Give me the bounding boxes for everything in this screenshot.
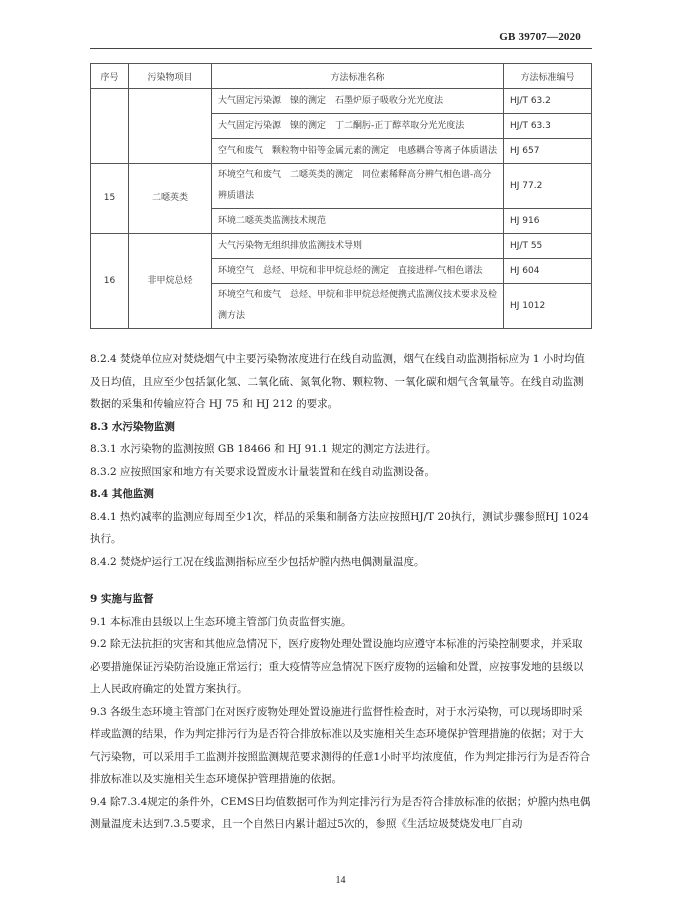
col-header-pollutant: 污染物项目 [129, 64, 212, 89]
page-number: 14 [335, 875, 346, 886]
cell-method-name: 环境空气和废气 二噁英类的测定 同位素稀释高分辨气相色谱-高分辨质谱法 [212, 164, 504, 209]
cell-method-name: 环境二噁英类监测技术规范 [212, 209, 504, 234]
method-standards-table [90, 63, 592, 329]
body-text [90, 348, 592, 836]
paragraph-8-4-2: 8.4.2 焚烧炉运行工况在线监测指标应至少包括炉膛内热电偶测量温度。 [90, 555, 425, 568]
paragraph-9-1: 9.1 本标准由县级以上生态环境主管部门负责监督实施。 [90, 615, 352, 628]
section-gap [90, 573, 592, 588]
section-heading-8-4: 8.4 其他监测 [90, 488, 154, 500]
cell-pollutant [129, 89, 212, 164]
cell-method-code: HJ/T 63.3 [504, 114, 592, 139]
paragraph-9-3: 9.3 各级生态环境主管部门在对医疗废物处理处置设施进行监督性检查时，对于水污染物，可以现场即时采样或监测的结果，作为判定排污行为是否符合排放标准以及实施相关生态环境保护管理措施的依据；对于大气污染物，可以采用手工监测并按照监测规范要求测得的任意1小时平均浓度值，作为判定排污行为是否符合排放标准以及实施相关生态环境保护管理措施的依据。 [90, 705, 591, 785]
col-header-method-code: 方法标准编号 [504, 64, 592, 89]
cell-no: 15 [91, 164, 129, 234]
cell-method-code: HJ 1012 [504, 284, 592, 329]
paragraph-9-2: 9.2 除无法抗拒的灾害和其他应急情况下，医疗废物处理处置设施均应遵守本标准的污染控制要求，并采取必要措施保证污染防治设施正常运行；重大疫情等应急情况下医疗废物的运输和处置，应按事发地的县级以上人民政府确定的处置方案执行。 [90, 638, 584, 695]
table-row [91, 89, 592, 114]
table-header-row [91, 64, 592, 89]
cell-method-code: HJ 77.2 [504, 164, 592, 209]
cell-method-code: HJ 657 [504, 139, 592, 164]
table-row [91, 234, 592, 259]
paragraph-8-2-4: 8.2.4 焚烧单位应对焚烧烟气中主要污染物浓度进行在线自动监测，烟气在线自动监测指标应为 1 小时均值及日均值，且应至少包括氯化氢、二氧化硫、氮氧化物、颗粒物、一氧化碳和烟气含氧量等。在线自动监测数据的采集和传输应符合 HJ 75 和 HJ 212 的要求。 [90, 353, 585, 410]
paragraph-8-4-1: 8.4.1 热灼减率的监测应每周至少1次，样品的采集和制备方法应按照HJ/T 20执行，测试步骤参照HJ 1024执行。 [90, 510, 589, 545]
paragraph-8-3-1: 8.3.1 水污染物的监测按照 GB 18466 和 HJ 91.1 规定的测定方法进行。 [90, 443, 437, 455]
section-heading-8-3: 8.3 水污染物监测 [90, 420, 175, 433]
cell-method-name: 大气污染物无组织排放监测技术导则 [212, 234, 504, 259]
chapter-heading-9: 9 实施与监督 [90, 593, 154, 605]
paragraph-9-4: 9.4 除7.3.4规定的条件外，CEMS日均值数据可作为判定排污行为是否符合排放标准的依据；炉膛内热电偶测量温度未达到7.3.5要求，且一个自然日内累计超过5次的，参照《生活垃圾焚烧发电厂自动 [90, 795, 591, 830]
cell-method-name: 环境空气 总烃、甲烷和非甲烷总烃的测定 直接进样-气相色谱法 [212, 259, 504, 284]
cell-method-code: HJ/T 63.2 [504, 89, 592, 114]
standard-code: GB 39707—2020 [499, 31, 581, 43]
cell-method-name: 空气和废气 颗粒物中铅等金属元素的测定 电感耦合等离子体质谱法 [212, 139, 504, 164]
table-row [91, 164, 592, 209]
col-header-method-name: 方法标准名称 [212, 64, 504, 89]
header-rule [90, 48, 592, 49]
cell-pollutant: 二噁英类 [129, 164, 212, 234]
cell-method-name: 环境空气和废气 总烃、甲烷和非甲烷总烃便携式监测仪技术要求及检测方法 [212, 284, 504, 329]
cell-pollutant: 非甲烷总烃 [129, 234, 212, 329]
cell-no [91, 89, 129, 164]
cell-method-code: HJ 916 [504, 209, 592, 234]
paragraph-8-3-2: 8.3.2 应按照国家和地方有关要求设置废水计量装置和在线自动监测设备。 [90, 465, 436, 478]
cell-method-name: 大气固定污染源 镍的测定 石墨炉原子吸收分光光度法 [212, 89, 504, 114]
col-header-no: 序号 [91, 64, 129, 89]
cell-method-code: HJ/T 55 [504, 234, 592, 259]
cell-no: 16 [91, 234, 129, 329]
cell-method-name: 大气固定污染源 镍的测定 丁二酮肟-正丁醇萃取分光光度法 [212, 114, 504, 139]
cell-method-code: HJ 604 [504, 259, 592, 284]
